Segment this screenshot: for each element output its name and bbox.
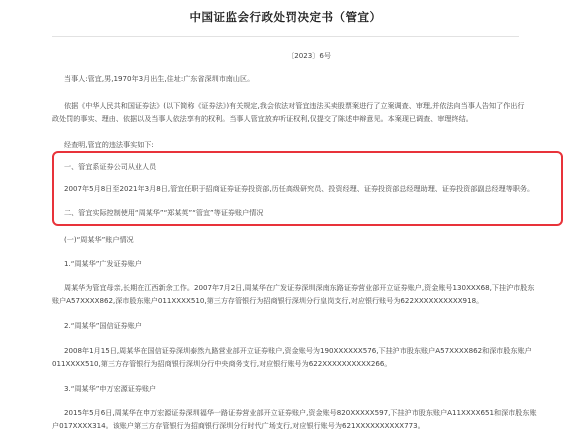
item-3-line-2: 户017XXXX314。该账户第三方存管银行为招商银行深圳分行时代广场支行,对应银行账号为621XXXXXXXXXX773。 — [52, 421, 425, 430]
subsection-a-heading: (一)“周某华”账户情况 — [64, 235, 134, 244]
document-title: 中国证监会行政处罚决定书（管宜） — [189, 10, 382, 24]
reference-number: 〔2023〕6号 — [287, 51, 331, 60]
party-info: 当事人:管宜,男,1970年3月出生,住址:广东省深圳市南山区。 — [64, 74, 255, 83]
intro-paragraph-line-1: 依据《中华人民共和国证券法》(以下简称《证券法》)有关规定,我会依法对管宜违法买卖股票案进行了立案调查、审理,并依法向当事人告知了作出行 — [64, 101, 525, 110]
item-1-line-2: 账户A57XXXX862,深市股东账户011XXXX510,第三方存管银行为招商银行深圳分行皇岗支行,对应银行账号为622XXXXXXXXXX918。 — [52, 296, 484, 305]
section-1-body: 2007年5月8日至2021年3月8日,管宜任职于招商证券证券投资部,历任高级研究员、投资经理、证券投资部总经理助理、证券投资部副总经理等职务。 — [64, 184, 535, 193]
intro-paragraph-line-2: 政处罚的事实、理由、依据以及当事人依法享有的权利。当事人管宜放弃听证权利,仅提交了陈述申辩意见。本案现已调查、审理终结。 — [52, 114, 473, 123]
item-1-line-1: 周某华为管宜母亲,长期在江西新余工作。2007年7月2日,周某华在广发证券深圳深南东路证券营业部开立证券账户,资金账号130XXX68,下挂沪市股东 — [64, 283, 535, 292]
item-3-line-1: 2015年5月6日,周某华在申万宏源证券深圳福华一路证券营业部开立证券账户,资金账号820XXXXX597,下挂沪市股东账户A11XXXX651和深市股东账 — [64, 408, 537, 417]
title-divider — [52, 36, 519, 37]
item-3-heading: 3.“周某华”申万宏源证券账户 — [64, 384, 157, 393]
item-2-line-2: 011XXXX510,第三方存管银行为招商银行深圳分行中央商务支行,对应银行账号为622XXXXXXXXXX266。 — [52, 359, 392, 368]
findings-lead: 经查明,管宜的违法事实如下: — [64, 140, 154, 149]
item-1-heading: 1.“周某华”广发证券账户 — [64, 259, 142, 268]
item-2-line-1: 2008年1月15日,周某华在国信证券深圳泰然九路营业部开立证券账户,资金账号为190XXXXXX576,下挂沪市股东账户A57XXXX862和深市股东账户 — [64, 346, 532, 355]
section-1-heading: 一、管宜系证券公司从业人员 — [64, 162, 157, 171]
item-2-heading: 2.“周某华”国信证券账户 — [64, 321, 142, 330]
section-2-heading: 二、管宜实际控制使用“周某华”“郑某英”“管宜”等证券账户情况 — [64, 208, 264, 217]
